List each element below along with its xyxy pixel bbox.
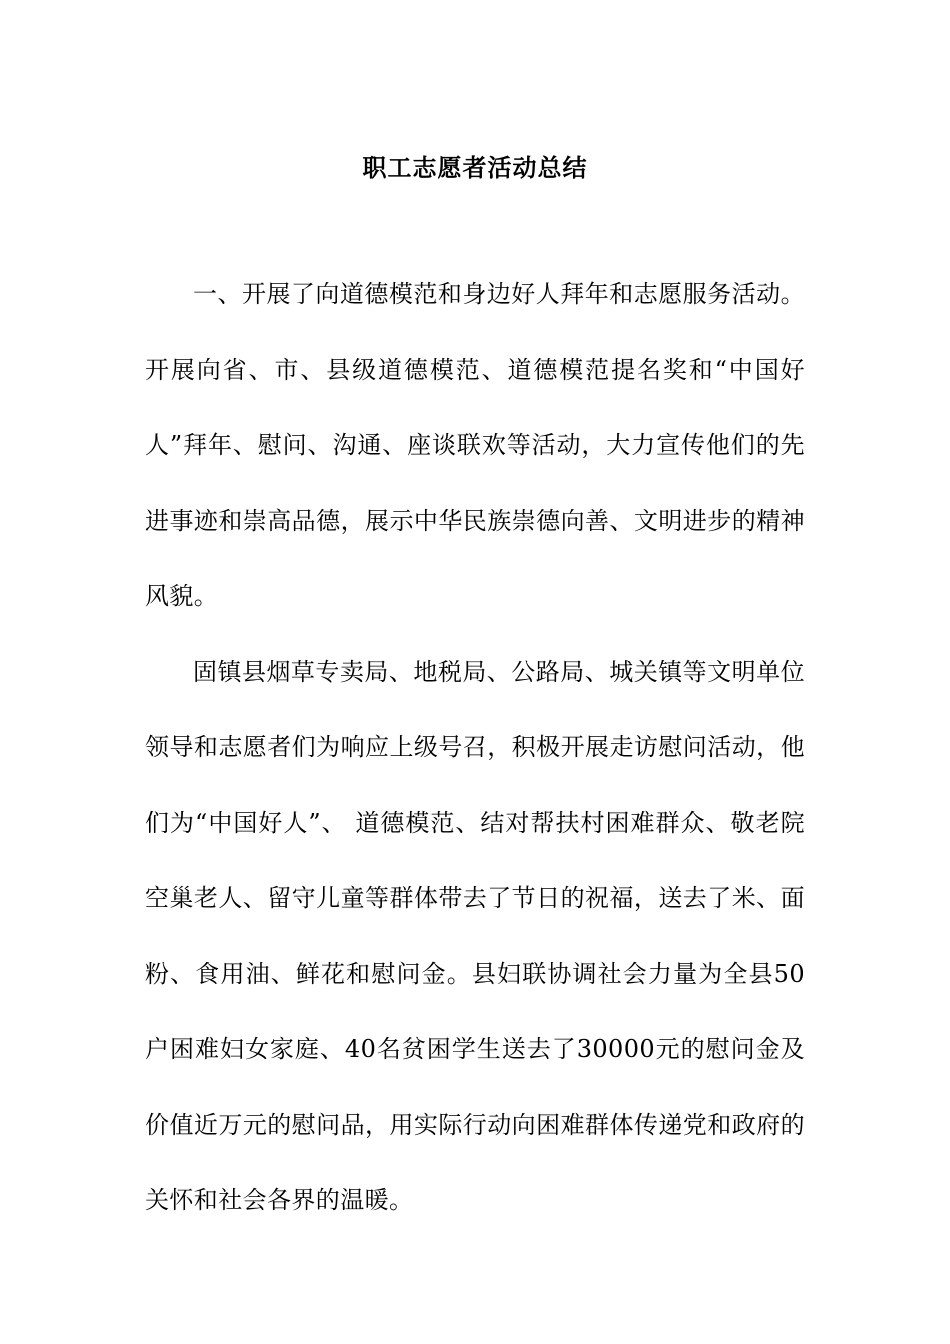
- document-body: [145, 257, 805, 1239]
- paragraph-2: 固镇县烟草专卖局、地税局、公路局、城关镇等文明单位领导和志愿者们为响应上级号召，积极开展走访慰问活动，他们为“中国好人”、 道德模范、结对帮扶村困难群众、敬老院空巢老人、留守儿童等群体带去了节日的祝福，送去了米、面粉、食用油、鲜花和慰问金。县妇联协调社会力量为全县50户困难妇女家庭、40名贫困学生送去了30000元的慰问金及价值近万元的慰问品，用实际行动向困难群体传递党和政府的关怀和社会各界的温暖。: [145, 657, 805, 1214]
- paragraph-1: 一、开展了向道德模范和身边好人拜年和志愿服务活动。开展向省、市、县级道德模范、道德模范提名奖和“中国好人”拜年、慰问、沟通、座谈联欢等活动，大力宣传他们的先进事迹和崇高品德，展示中华民族崇德向善、文明进步的精神风貌。: [145, 280, 805, 610]
- document-title: 职工志愿者活动总结: [362, 153, 588, 183]
